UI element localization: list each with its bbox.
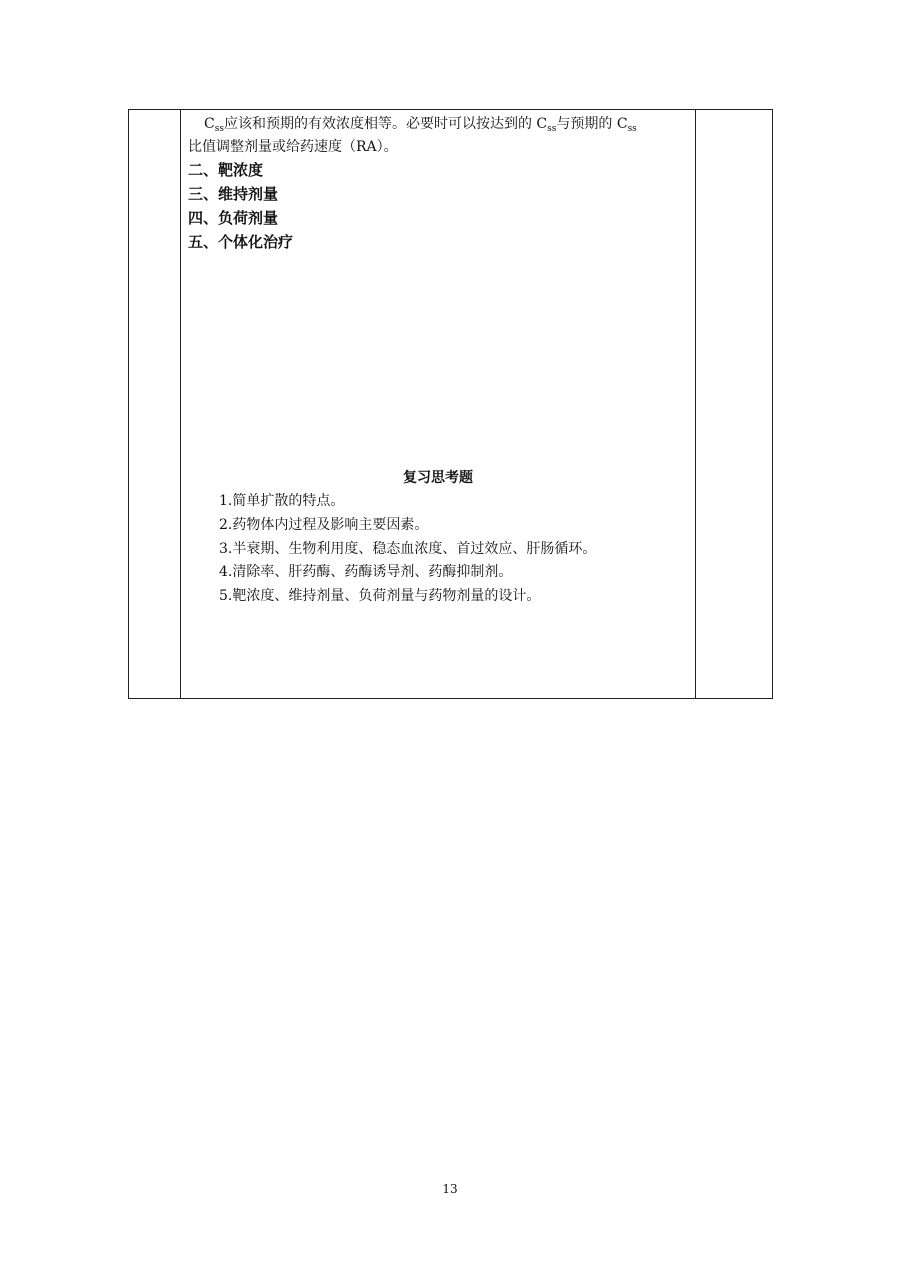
heading-loading-dose: 四、负荷剂量 <box>188 209 279 227</box>
review-question: 1.简单扩散的特点。 <box>219 493 345 509</box>
heading-maintenance-dose: 三、维持剂量 <box>188 185 279 203</box>
intro-line-2: 比值调整剂量或给药速度（RA）。 <box>188 139 398 155</box>
heading-individualized-therapy: 五、个体化治疗 <box>188 233 294 251</box>
lesson-table <box>128 109 773 699</box>
page-number: 13 <box>442 1182 458 1196</box>
review-question: 4.清除率、肝药酶、药酶诱导剂、药酶抑制剂。 <box>219 564 513 580</box>
review-question: 2.药物体内过程及影响主要因素。 <box>219 517 429 533</box>
review-question: 5.靶浓度、维持剂量、负荷剂量与药物剂量的设计。 <box>219 588 541 604</box>
table-column-divider-left <box>180 110 181 698</box>
review-question: 3.半衰期、生物利用度、稳态血浓度、首过效应、肝肠循环。 <box>219 541 597 557</box>
intro-line-1: $C_{ss}$应该和预期的有效浓度相等。必要时可以按达到的 $C_{ss}$与预期的 $C_{ss}$ <box>204 116 637 134</box>
review-title: 复习思考题 <box>403 470 473 486</box>
table-column-divider-right <box>695 110 696 698</box>
heading-target-concentration: 二、靶浓度 <box>188 161 264 179</box>
